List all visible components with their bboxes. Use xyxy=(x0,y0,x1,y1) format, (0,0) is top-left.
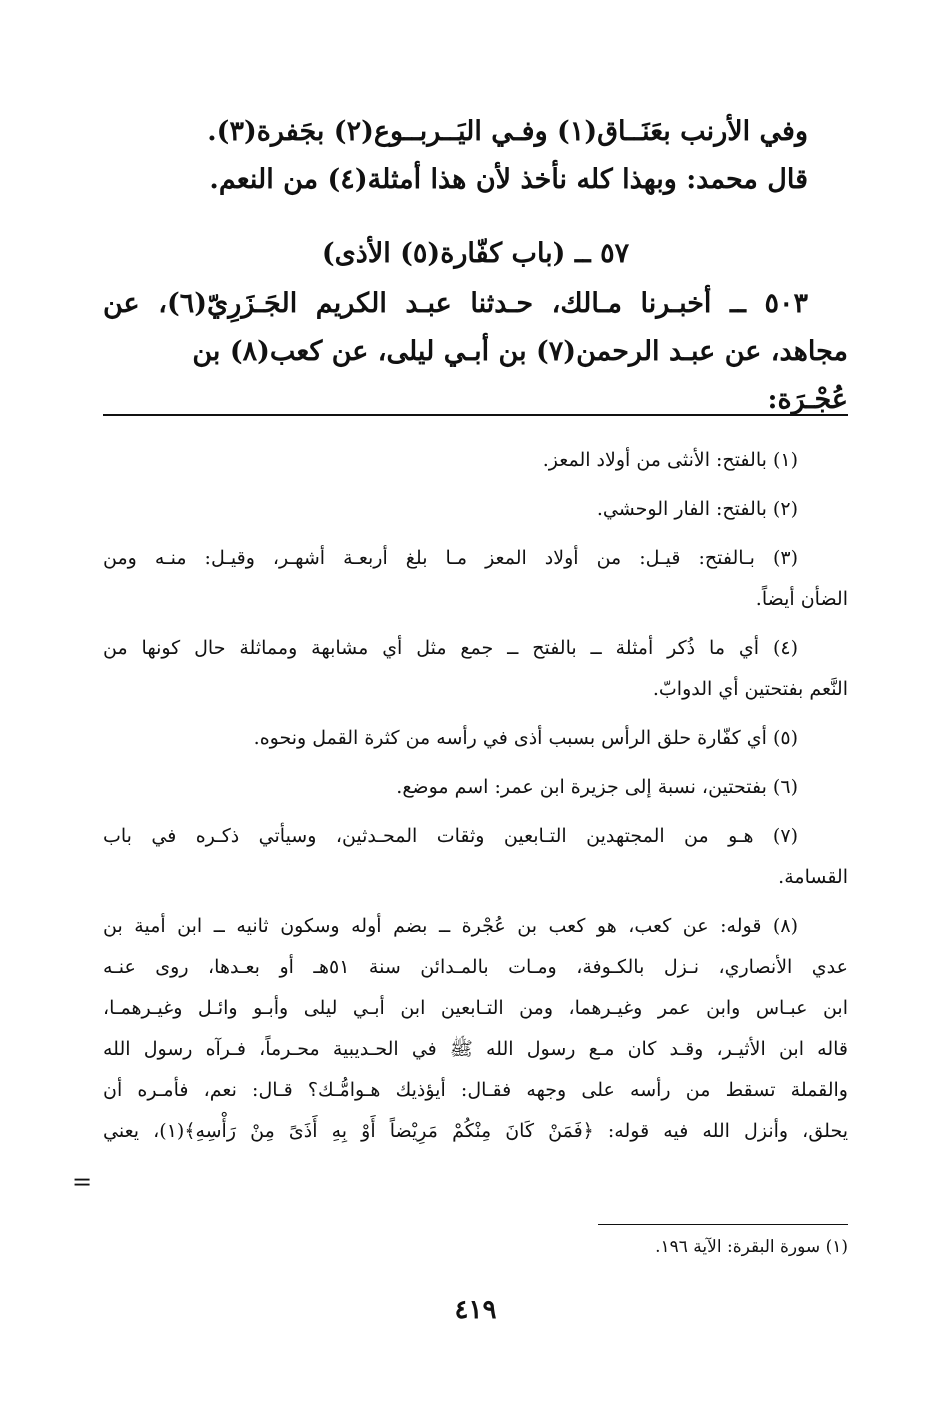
footnote-divider xyxy=(598,1224,848,1225)
main-line-2: قال محمد: وبهذا كله نأخذ لأن هذا أمثلة(٤) من النعم. xyxy=(209,164,808,195)
note-3 xyxy=(103,538,848,620)
note-6 xyxy=(103,767,848,808)
main-text xyxy=(103,108,848,424)
hadith-line-1: ٥٠٣ ــ أخبـرنا مـالك، حـدثنا عبـد الكريم الجَـزَرِيّ(٦)، عن xyxy=(103,288,808,319)
note-8 xyxy=(103,906,848,1152)
footnote-1: (١) سورة البقرة: الآية ١٩٦. xyxy=(655,1237,848,1257)
note-8-line-2: عدي الأنصاري، نـزل بالكـوفة، ومـات بالمـدائن سنة ٥١هـ أو بعـدها، روى عنـه xyxy=(103,956,848,978)
notes-section xyxy=(103,440,848,1152)
note-7-line-1: (٧) هـو من المجتهدين التـابعين وثقات المحـدثين، وسيأتي ذكـره في باب xyxy=(103,825,798,847)
note-4-line-2: النَّعم بفتحتين أي الدوابّ. xyxy=(652,678,848,700)
main-divider xyxy=(103,414,848,416)
note-3-line-2: الضأن أيضاً. xyxy=(755,588,848,610)
continuation-mark: = xyxy=(72,1168,93,1196)
main-line-1: وفي الأرنب بعَنَــاق(١) وفـي اليَــربــوع(٢) بجَفرة(٣). xyxy=(207,116,808,147)
note-5 xyxy=(103,718,848,759)
note-2-line-1: (٢) بالفتح: الفار الوحشي. xyxy=(596,498,798,520)
note-4-line-1: (٤) أي ما ذُكر أمثلة ــ بالفتح ــ جمع مثل أي مشابهة ومماثلة حال كونها من xyxy=(103,637,798,659)
note-7-line-2: القسامة. xyxy=(778,866,848,888)
note-2 xyxy=(103,489,848,530)
footnote-section xyxy=(103,1232,848,1262)
note-8-line-1: (٨) قوله: عن كعب، هو كعب بن عُجْرة ــ بضم أوله وسكون ثانيه ــ ابن أمية بن xyxy=(103,915,798,937)
note-1 xyxy=(103,440,848,481)
page-number: ٤١٩ xyxy=(454,1295,497,1325)
note-3-line-1: (٣) بـالفتح: قيـل: من أولاد المعز مـا بلغ أربعـة أشهـر، وقيـل: منـه ومن xyxy=(103,547,798,569)
note-8-line-5: والقملة تسقط من رأسه على وجهه فقـال: أيؤذيك هـوامُّـك؟ قـال: نعم، فأمـره أن xyxy=(103,1079,848,1101)
hadith-line-2: مجاهد، عن عبـد الرحمن(٧) بن أبـي ليلى، عن كعب(٨) بن عُجْـرَة: xyxy=(192,336,848,415)
note-8-line-6: يحلق، وأنزل الله فيه قوله: ﴿فَمَنْ كَانَ مِنْكُمْ مَرِيْضاً أَوْ بِهِ أَذَىً مِنْ رَأْسِهِ﴾(١)، يعني xyxy=(103,1120,849,1142)
note-8-line-4: قاله ابن الأثيـر، وقـد كان مـع رسول الله ﷺ في الحـديبية محـرماً، فـرآه رسول الله xyxy=(103,1038,848,1060)
note-8-line-3: ابن عبـاس وابن عمر وغيـرهما، ومن التـابعين ابن أبـي ليلى وأبـو وائـل وغيـرهمـا، xyxy=(103,997,848,1019)
note-1-line-1: (١) بالفتح: الأنثى من أولاد المعز. xyxy=(542,449,798,471)
chapter-heading: ٥٧ ــ (باب كفّارة(٥) الأذى) xyxy=(321,238,630,269)
note-5-line-1: (٥) أي كفّارة حلق الرأس بسبب أذى في رأسه من كثرة القمل ونحوه. xyxy=(253,727,798,749)
note-7 xyxy=(103,816,848,898)
note-6-line-1: (٦) بفتحتين، نسبة إلى جزيرة ابن عمر: اسم موضع. xyxy=(396,776,798,798)
note-4 xyxy=(103,628,848,710)
